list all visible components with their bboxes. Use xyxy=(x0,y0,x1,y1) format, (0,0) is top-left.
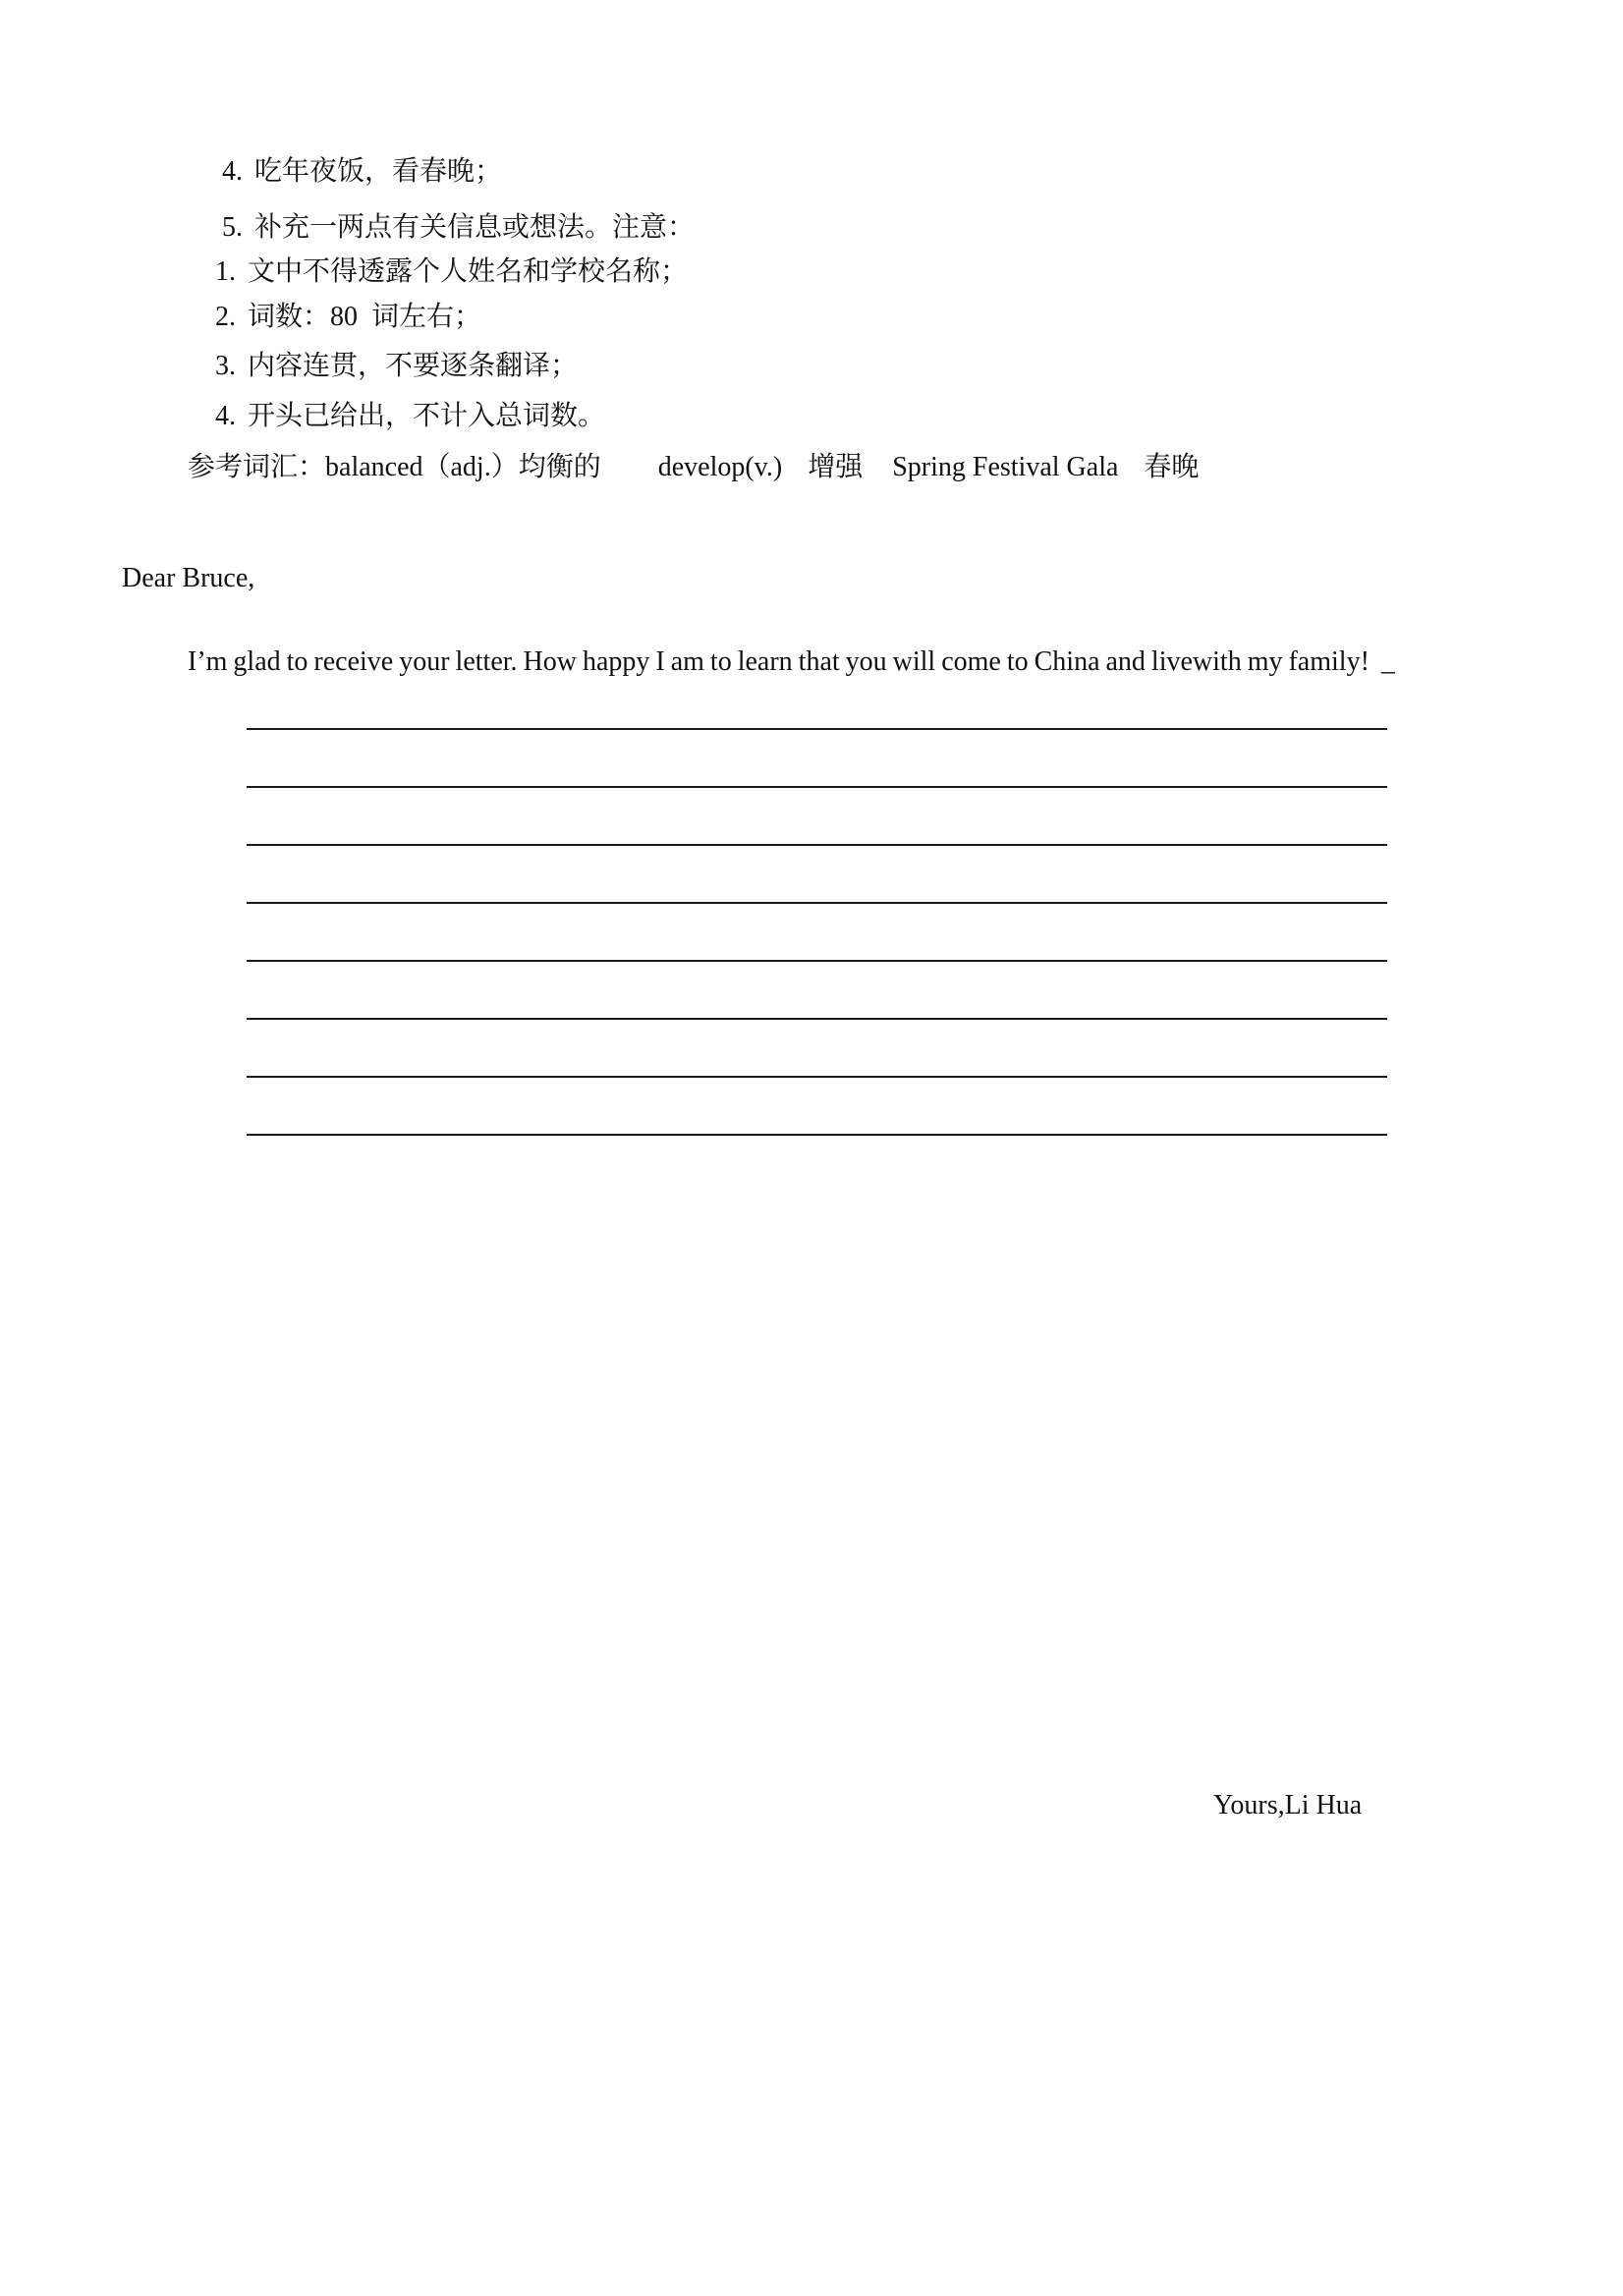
note-item-1 xyxy=(215,255,688,289)
note-item-3 xyxy=(215,350,578,383)
vocab-word-balanced: balanced（adj.）均衡的 xyxy=(325,452,601,482)
vocab-label: 参考词汇： xyxy=(188,452,326,482)
requirement-item-4 xyxy=(222,155,502,189)
item-number: 2. xyxy=(215,302,236,332)
writing-line[interactable] xyxy=(247,902,1387,904)
vocab-word-develop: develop(v.) xyxy=(657,452,783,482)
note-item-2 xyxy=(215,301,481,334)
item-number: 4. xyxy=(222,156,243,187)
item-number: 3. xyxy=(215,351,236,381)
item-number: 1. xyxy=(215,256,236,287)
item-text: 词数：80 词左右； xyxy=(248,302,482,332)
vocab-word-develop-cn: 增强 xyxy=(808,452,864,482)
item-text: 内容连贯，不要逐条翻译； xyxy=(248,351,579,381)
writing-line[interactable] xyxy=(247,728,1387,730)
item-number: 4. xyxy=(215,401,236,431)
reference-vocabulary xyxy=(188,451,1199,484)
writing-line[interactable] xyxy=(247,844,1387,846)
vocab-word-gala-cn: 春晚 xyxy=(1144,452,1200,482)
writing-line[interactable] xyxy=(247,786,1387,788)
item-text: 补充一两点有关信息或想法。注意： xyxy=(254,212,696,243)
item-text: 吃年夜饭，看春晚； xyxy=(254,156,503,187)
item-text: 文中不得透露个人姓名和学校名称； xyxy=(248,256,689,287)
letter-closing: Yours,Li Hua xyxy=(1213,1790,1363,1820)
item-text: 开头已给出，不计入总词数。 xyxy=(248,401,606,431)
letter-greeting: Dear Bruce, xyxy=(122,563,255,593)
note-item-4 xyxy=(215,400,605,433)
writing-line[interactable] xyxy=(247,960,1387,962)
letter-opening: I’m glad to receive your letter. How happy I am to learn that you will come to China and livewith my family! _ xyxy=(188,646,1395,677)
writing-line[interactable] xyxy=(247,1018,1387,1020)
item-number: 5. xyxy=(222,212,243,243)
requirement-item-5 xyxy=(222,211,695,245)
writing-line[interactable] xyxy=(247,1134,1387,1136)
vocab-word-gala: Spring Festival Gala xyxy=(892,452,1119,482)
writing-line[interactable] xyxy=(247,1076,1387,1078)
